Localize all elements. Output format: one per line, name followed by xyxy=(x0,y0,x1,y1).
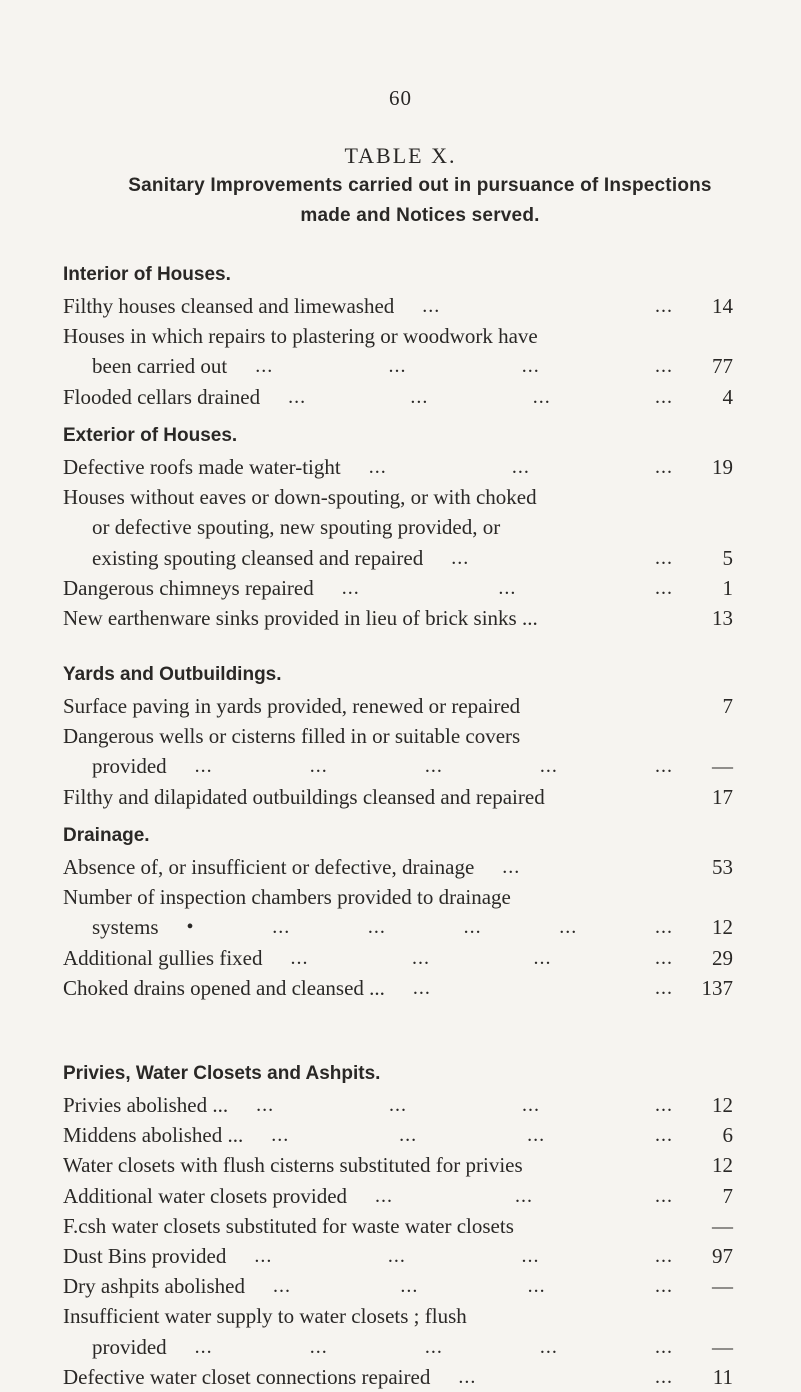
item-line xyxy=(63,1362,733,1392)
item-value: 7 xyxy=(722,694,733,718)
table-title: TABLE X. xyxy=(344,143,457,168)
dot-leader: • ... ... ... ... ... xyxy=(186,916,673,938)
dot-leader: ... ... ... xyxy=(375,1185,673,1207)
item-line xyxy=(63,1271,733,1301)
item-value: 5 xyxy=(722,546,733,570)
item-value: — xyxy=(712,1335,733,1359)
dot-leader: ... ... ... ... xyxy=(288,386,673,408)
item-text: Insufficient water supply to water closets ; flush xyxy=(63,1304,467,1328)
item-text: Dangerous wells or cisterns filled in or suitable covers xyxy=(63,724,521,748)
item-text: Dangerous chimneys repaired xyxy=(63,576,314,600)
dot-leader: ... ... xyxy=(458,1366,673,1388)
item-line-continued xyxy=(92,751,733,781)
item-line xyxy=(63,1120,733,1150)
item-line-continued xyxy=(92,351,733,381)
page-number: 60 xyxy=(389,86,412,110)
item-value: 14 xyxy=(712,294,733,318)
item-line xyxy=(63,852,733,882)
item-value: — xyxy=(712,1214,733,1238)
item-value: 12 xyxy=(712,1093,733,1117)
item-line-continued xyxy=(92,543,733,573)
item-text: been carried out xyxy=(92,354,228,378)
section-heading: Privies, Water Closets and Ashpits. xyxy=(63,1063,381,1084)
item-text: Houses without eaves or down-spouting, or with choked xyxy=(63,485,537,509)
item-value: 12 xyxy=(712,1153,733,1177)
section-heading: Interior of Houses. xyxy=(63,264,231,285)
item-text: F.csh water closets substituted for waste water closets xyxy=(63,1214,514,1238)
item-text: systems xyxy=(92,915,159,939)
item-text: Surface paving in yards provided, renewed or repaired xyxy=(63,694,521,718)
item-line xyxy=(63,482,733,512)
item-text: Middens abolished ... xyxy=(63,1123,244,1147)
item-text: Absence of, or insufficient or defective, drainage xyxy=(63,855,475,879)
section-heading: Yards and Outbuildings. xyxy=(63,664,282,685)
item-text: Water closets with flush cisterns substituted for privies xyxy=(63,1153,523,1177)
item-text: Dry ashpits abolished xyxy=(63,1274,245,1298)
item-line xyxy=(63,1211,733,1241)
item-value: — xyxy=(712,1274,733,1298)
item-value: 1 xyxy=(722,576,733,600)
item-text: Number of inspection chambers provided to drainage xyxy=(63,885,511,909)
item-text: Filthy and dilapidated outbuildings cleansed and repaired xyxy=(63,785,545,809)
item-text: Additional gullies fixed xyxy=(63,946,263,970)
item-line xyxy=(63,603,733,633)
item-line xyxy=(63,973,733,1003)
item-value: 13 xyxy=(712,606,733,630)
dot-leader: ... ... ... xyxy=(341,577,673,599)
item-line-continued xyxy=(92,912,733,942)
item-value: 7 xyxy=(722,1184,733,1208)
item-value: 19 xyxy=(712,455,733,479)
dot-leader: ... ... ... ... xyxy=(272,1275,673,1297)
item-line-continued xyxy=(92,512,733,542)
dot-leader: ... ... xyxy=(422,295,673,317)
item-text: Defective water closet connections repaired xyxy=(63,1365,431,1389)
item-text: Choked drains opened and cleansed ... xyxy=(63,976,385,1000)
dot-leader: ... ... ... ... ... xyxy=(194,1336,673,1358)
item-text: or defective spouting, new spouting provided, or xyxy=(92,515,501,539)
dot-leader: ... ... ... ... ... xyxy=(194,755,673,777)
item-text: Flooded cellars drained xyxy=(63,385,261,409)
item-line xyxy=(63,1150,733,1180)
section-heading: Drainage. xyxy=(63,825,150,846)
item-text: provided xyxy=(92,1335,167,1359)
dot-leader: ... ... ... ... xyxy=(290,947,673,969)
dot-leader: ... ... ... ... xyxy=(271,1124,673,1146)
item-line xyxy=(63,321,733,351)
dot-leader: ... xyxy=(502,856,521,878)
item-line xyxy=(63,1301,733,1331)
item-value: 6 xyxy=(722,1123,733,1147)
item-line xyxy=(63,452,733,482)
item-value: — xyxy=(712,754,733,778)
item-line-continued xyxy=(92,1332,733,1362)
item-text: Additional water closets provided xyxy=(63,1184,348,1208)
item-value: 77 xyxy=(712,354,733,378)
item-line xyxy=(63,573,733,603)
item-value: 17 xyxy=(712,785,733,809)
item-line xyxy=(63,291,733,321)
item-line xyxy=(63,1241,733,1271)
item-value: 137 xyxy=(701,976,733,1000)
dot-leader: ... ... xyxy=(451,547,673,569)
item-value: 53 xyxy=(712,855,733,879)
item-line xyxy=(63,1181,733,1211)
item-line xyxy=(63,1090,733,1120)
item-line xyxy=(63,782,733,812)
dot-leader: ... ... ... ... xyxy=(255,355,673,377)
item-line xyxy=(63,943,733,973)
item-value: 11 xyxy=(712,1365,733,1389)
section-heading: Exterior of Houses. xyxy=(63,425,238,446)
item-line xyxy=(63,882,733,912)
item-text: Dust Bins provided xyxy=(63,1244,227,1268)
item-text: Privies abolished ... xyxy=(63,1093,229,1117)
item-text: provided xyxy=(92,754,167,778)
dot-leader: ... ... ... xyxy=(368,456,673,478)
item-line xyxy=(63,721,733,751)
table-subtitle-line-1: Sanitary Improvements carried out in pursuance of Inspections xyxy=(128,175,712,196)
table-subtitle-line-2: made and Notices served. xyxy=(300,205,540,226)
item-text: Filthy houses cleansed and limewashed xyxy=(63,294,395,318)
item-value: 4 xyxy=(722,385,733,409)
item-text: New earthenware sinks provided in lieu of brick sinks ... xyxy=(63,606,538,630)
item-line xyxy=(63,691,733,721)
dot-leader: ... ... ... ... xyxy=(256,1094,673,1116)
dot-leader: ... ... xyxy=(412,977,673,999)
item-value: 29 xyxy=(712,946,733,970)
item-line xyxy=(63,382,733,412)
item-text: Defective roofs made water-tight xyxy=(63,455,341,479)
item-value: 12 xyxy=(712,915,733,939)
dot-leader: ... ... ... ... xyxy=(254,1245,673,1267)
item-text: existing spouting cleansed and repaired xyxy=(92,546,424,570)
item-text: Houses in which repairs to plastering or woodwork have xyxy=(63,324,538,348)
item-value: 97 xyxy=(712,1244,733,1268)
